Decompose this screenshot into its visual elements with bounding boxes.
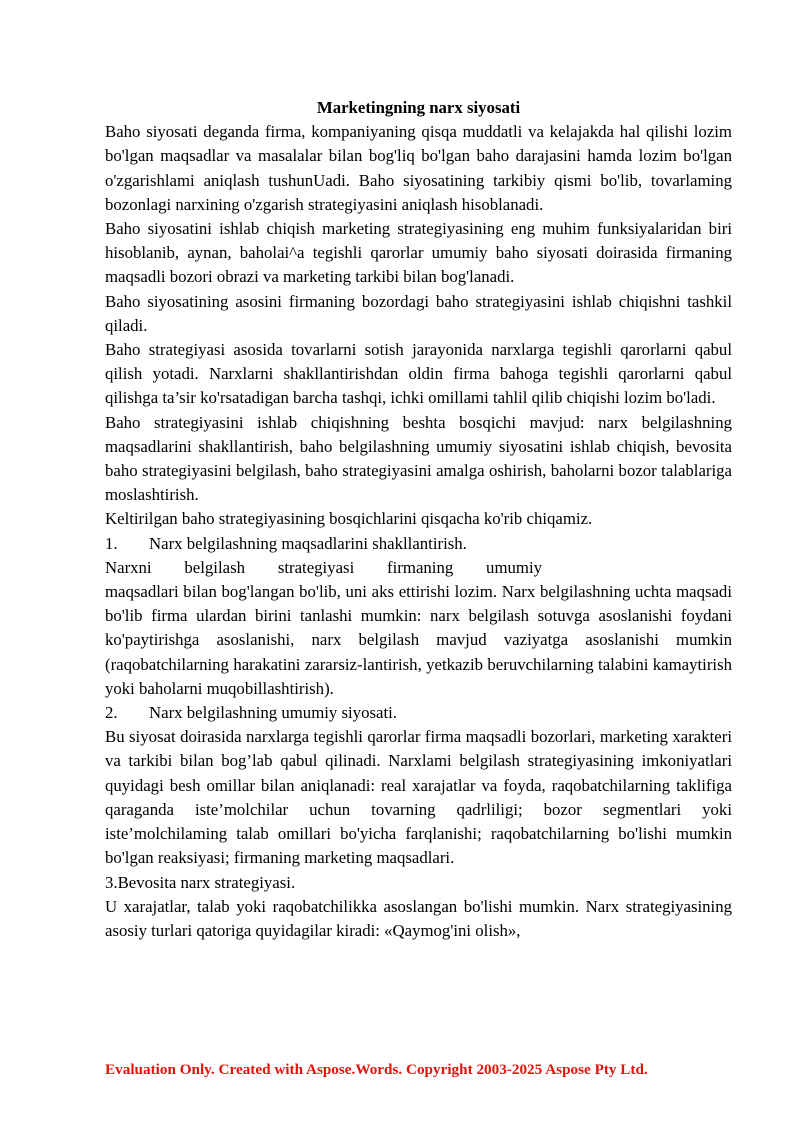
evaluation-watermark: Evaluation Only. Created with Aspose.Words. Copyright 2003-2025 Aspose Pty Ltd. (105, 1061, 648, 1078)
document-page (105, 96, 732, 943)
paragraph: Baho siyosati deganda firma, kompaniyaning qisqa muddatli va kelajakda hal qilishi lozim bo'lgan maqsadlar va masalalar bilan bog'liq bo'lgan baho darajasini hamda lozim bo'lgan o'zgarishlami aniqlash tushunUadi. Baho siyosatining tarkibiy qismi bo'lib, tovarlaming bozonlagi narxining o'zgarish strategiyasini aniqlash hisoblanadi. (105, 122, 732, 214)
numbered-item (105, 532, 732, 556)
paragraph-line: Narxni belgilash strategiyasi firmaning umumiy (105, 557, 542, 577)
item-number: 2. (105, 703, 118, 723)
paragraph: Bu siyosat doirasida narxlarga tegishli qarorlar firma maqsadli bozorlari, marketing xarakteri va tarkibi bilan bog’lab qabul qilinadi. Narxlami belgilash strategiyasining imkoniyatlari quyidagi besh omillar bilan aniqlanadi: real xarajatlar va foyda, raqobatchilarning taklifiga qaraganda iste’molchilar uchun tovarning qadrliligi; bozor segmentlari yoki iste’molchilaming talab omillari bo'yicha farqlanishi; raqobatchilarning bo'lishi mumkin bo'lgan reaksiyasi; firmaning marketing maqsadlari. (105, 727, 732, 868)
item-text: Narx belgilashning maqsadlarini shakllantirish. (149, 533, 467, 553)
paragraph: Baho siyosatini ishlab chiqish marketing strategiyasining eng muhim funksiyalaridan biri hisoblanib, aynan, baholai^a tegishli qarorlar umumiy baho siyosati doirasida firmaning maqsadli bozori obrazi va marketing tarkibi bilan bog'lanadi. (105, 219, 732, 287)
paragraph: Keltirilgan baho strategiyasining bosqichlarini qisqacha ko'rib chiqamiz. (105, 509, 593, 529)
subheading: 3.Bevosita narx strategiyasi. (105, 872, 296, 892)
page-title: Marketingning narx siyosati (316, 98, 521, 117)
numbered-item (105, 701, 732, 725)
paragraph: U xarajatlar, talab yoki raqobatchilikka asoslangan bo'lishi mumkin. Narx strategiyasining asosiy turlari qatoriga quyidagilar kiradi: «Qaymog'ini olish», (105, 896, 732, 940)
item-number: 1. (105, 533, 118, 553)
paragraph: Baho siyosatining asosini firmaning bozordagi baho strategiyasini ishlab chiqishni tashkil qiladi. (105, 291, 732, 335)
item-text: Narx belgilashning umumiy siyosati. (149, 703, 397, 723)
paragraph: maqsadlari bilan bog'langan bo'lib, uni aks ettirishi lozim. Narx belgilashning uchta maqsadi bo'lib firma ulardan birini tanlashi mumkin: narx belgilash sotuvga asoslanishi foydani ko'paytirishga asoslanishi, narx belgilash mavjud vaziyatga asoslanishi mumkin (raqobatchilarning harakatini zararsiz-lantirish, yetkazib beruvchilarning talabini kamaytirish yoki baholarni muqobillashtirish). (105, 582, 732, 698)
paragraph: Baho strategiyasi asosida tovarlarni sotish jarayonida narxlarga tegishli qarorlarni qabul qilish yotadi. Narxlarni shakllantirishdan oldin firma bahoga tegishli qarorlarni qabul qilishga ta’sir ko'rsatadigan barcha tashqi, ichki omillami tahlil qilib chiqishi lozim bo'ladi. (105, 340, 732, 408)
paragraph: Baho strategiyasini ishlab chiqishning beshta bosqichi mavjud: narx belgilashning maqsadlarini shakllantirish, baho belgilashning umumiy siyosatini ishlab chiqish, bevosita baho strategiyasini belgilash, baho strategiyasini amalga oshirish, baholarni bozor talablariga moslashtirish. (105, 412, 732, 505)
